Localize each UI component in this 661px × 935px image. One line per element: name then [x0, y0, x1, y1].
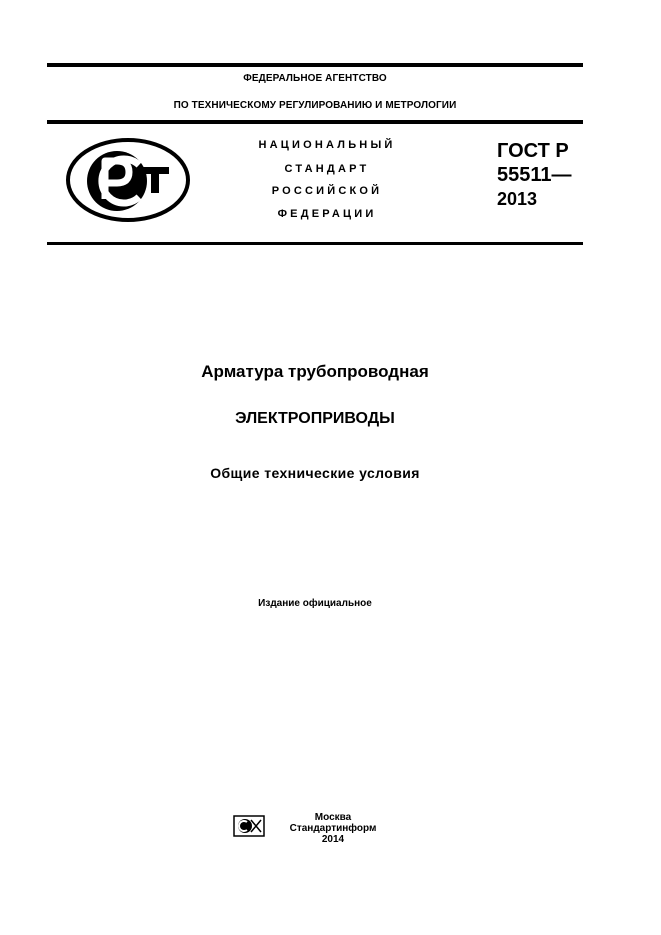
national-label: НАЦИОНАЛЬНЫЙ	[258, 139, 396, 151]
federation-label: ФЕДЕРАЦИИ	[277, 208, 377, 220]
standard-label: СТАНДАРТ	[284, 163, 370, 175]
document-title: Арматура трубопроводная	[201, 362, 429, 381]
document-subtitle: ЭЛЕКТРОПРИВОДЫ	[235, 410, 395, 427]
publisher-name: Стандартинформ	[289, 823, 377, 834]
document-description: Общие технические условия	[210, 465, 420, 481]
publisher-year: 2014	[321, 834, 345, 845]
header-rule	[47, 120, 583, 124]
designation-line-2: 55511—	[497, 164, 572, 186]
gost-r-logo-icon	[65, 137, 191, 223]
russian-label: РОССИЙСКОЙ	[271, 185, 383, 197]
designation-line-1: ГОСТ Р	[497, 140, 569, 162]
designation-line-3: 2013	[497, 189, 538, 209]
standartinform-logo-icon	[233, 815, 265, 837]
bottom-header-rule	[47, 242, 583, 245]
publisher-city: Москва	[314, 812, 352, 823]
agency-line-2: ПО ТЕХНИЧЕСКОМУ РЕГУЛИРОВАНИЮ И МЕТРОЛОГИИ	[173, 100, 457, 111]
top-rule	[47, 63, 583, 67]
edition-label: Издание официальное	[258, 598, 372, 609]
agency-line-1: ФЕДЕРАЛЬНОЕ АГЕНТСТВО	[243, 73, 387, 84]
